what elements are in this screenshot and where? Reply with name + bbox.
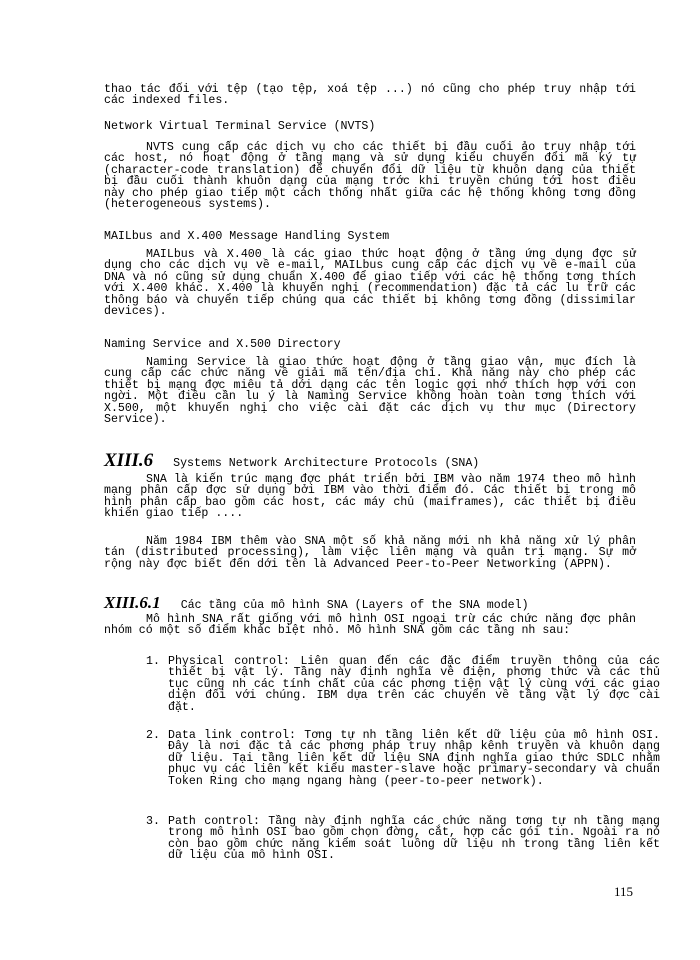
list-item-number: 2. <box>146 729 160 742</box>
mailbus-heading: MAILbus and X.400 Message Handling System <box>104 230 390 243</box>
section-heading-xiii-6 <box>104 451 479 471</box>
section-number: XIII.6 <box>104 450 154 471</box>
nvts-paragraph: NVTS cung cấp các dịch vụ cho các thiết bị đầu cuối ảo truy nhập tới các host, nó hoạt động ở tầng mạng và sử dụng kiểu chuyển đổi mã ký tự (character-code translation) để chuyển đổi dữ liệu từ khuôn dạng của thiết bị đầu cuối thành khuôn dạng của mạng trớc khi truyền chúng tới host điều này cho phép giao tiếp một cách thống nhất giữa các hệ thống không tơng đồng (heterogeneous systems). <box>104 141 636 212</box>
subsection-number: XIII.6.1 <box>104 593 161 612</box>
list-item-path-control <box>146 816 660 862</box>
naming-paragraph: Naming Service là giao thức hoạt động ở tầng giao vận, mục đích là cung cấp các chức năng về giải mã tên/địa chỉ. Khả năng này cho phép các thiết bị mạng đợc miêu tả dới dạng các tên logic gợi nhớ thích hợp với con ngời. Một điều cần lu ý là Naming Service không hoàn toàn tơng thích với X.500, một khuyến nghị cho việc cài đặt các dịch vụ thư mục (Directory Service). <box>104 356 636 427</box>
list-item-number: 3. <box>146 815 160 828</box>
section-heading-xiii-6-1 <box>104 593 529 613</box>
section-title: Systems Network Architecture Protocols (SNA) <box>173 457 480 470</box>
page-number: 115 <box>614 884 634 899</box>
list-item-data-link-control <box>146 730 660 787</box>
list-item-text: Physical control: Liên quan đến các đặc điểm truyền thông của các thiết bị vật lý. Tầng này định nghĩa về điện, phơng thức và các thủ tục cũng nh các tính chất của các phơng tiện vật lý cùng với các giao diện đối với chúng. IBM dựa trên các chuyển về tầng vật lý đợc cài đặt. <box>168 655 660 714</box>
intro-paragraph: thao tác đối với tệp (tạo tệp, xoá tệp ...) nó cũng cho phép truy nhập tới các indexed files. <box>104 83 636 108</box>
subsection-title: Các tầng của mô hình SNA (Layers of the SNA model) <box>180 599 529 612</box>
naming-heading: Naming Service and X.500 Directory <box>104 338 341 351</box>
list-item-number: 1. <box>146 655 160 668</box>
mailbus-paragraph: MAILbus và X.400 là các giao thức hoạt động ở tầng ứng dụng đợc sử dụng cho các dịch vụ về e-mail, MAILbus cung cấp các dịch vụ về e-mail của DNA và nó cũng sử dụng chuẩn X.400 để giao tiếp với các hệ thống tơng thích với X.400 khác. X.400 là khuyến nghị (recommendation) đặc tả các lu trữ các thông báo và chuyển tiếp chúng qua các thiết bị không tơng đồng (dissimilar devices). <box>104 248 636 319</box>
sna-paragraph-1: SNA là kiến trúc mạng đợc phát triển bởi IBM vào năm 1974 theo mô hình mạng phân cấp đợc sử dụng bởi IBM vào thời điểm đó. Các thiết bị trong mô hình phân cấp bao gồm các host, các máy chủ (maiframes), các thiết bị điều khiển giao tiếp .... <box>104 473 636 521</box>
list-item-text: Path control: Tầng này định nghĩa các chức năng tơng tự nh tầng mạng trong mô hình OSI bao gồm chọn đờng, cắt, hợp các gói tin. Ngoài ra nó còn bao gồm chức năng kiểm soát luồng dữ liệu nh trong tầng liên kết dữ liệu của mô hình OSI. <box>168 815 660 863</box>
nvts-heading: Network Virtual Terminal Service (NVTS) <box>104 120 376 133</box>
sna-paragraph-2: Năm 1984 IBM thêm vào SNA một số khả năng mới nh khả năng xử lý phân tán (distributed processing), làm việc liên mạng và quản trị mạng. Sự mở rộng này đợc biết đến dới tên là Advanced Peer-to-Peer Networking (APPN). <box>104 535 636 571</box>
sna-layers-intro: Mô hình SNA rất giống với mô hình OSI ngoại trừ các chức năng đợc phân nhóm có một số điểm khác biệt nhỏ. Mô hình SNA gồm các tầng nh sau: <box>104 613 636 638</box>
list-item-physical-control <box>146 656 660 713</box>
list-item-text: Data link control: Tơng tự nh tầng liên kết dữ liệu của mô hình OSI. Đây là nơi đặc tả các phơng pháp truy nhập kênh truyền và khuôn dạng dữ liệu. Tại tầng liên kết dữ liệu SNA định nghĩa giao thức SDLC nhằm phục vụ các liên kết kiểu master-slave hoặc primary-secondary và chuẩn Token Ring cho mạng ngang hàng (peer-to-peer network). <box>168 729 660 788</box>
